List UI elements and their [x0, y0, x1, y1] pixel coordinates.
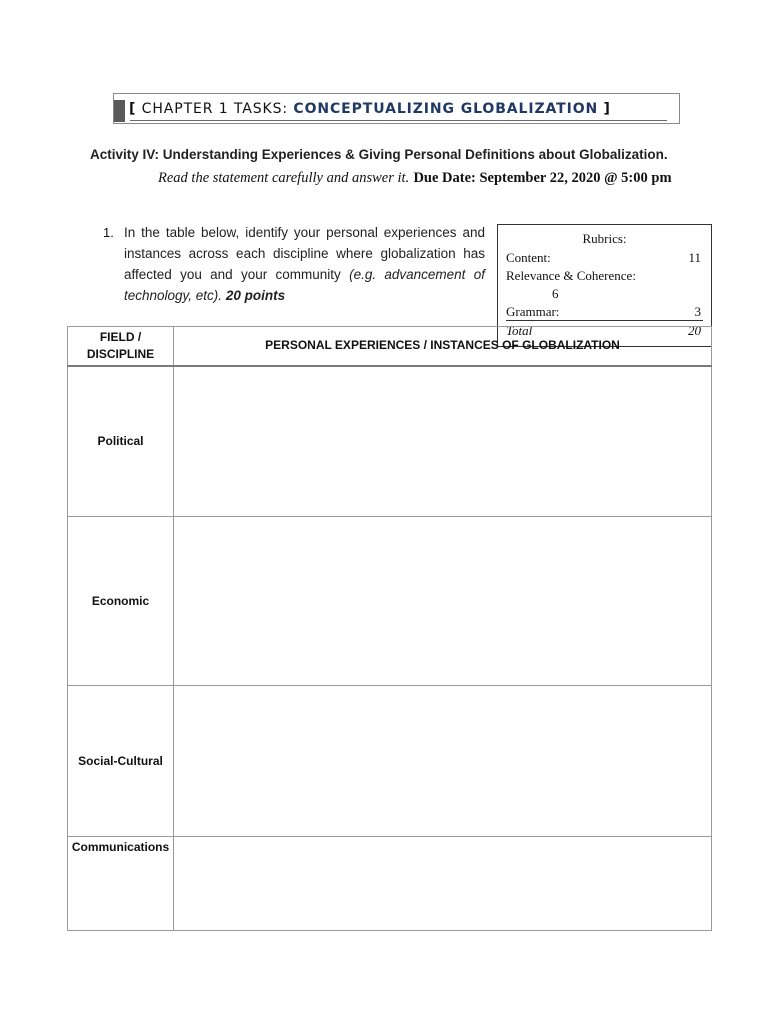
question-number: 1.: [103, 225, 114, 240]
rubric-value: 20: [688, 323, 701, 338]
activity-instruction: [158, 168, 698, 188]
question-example: (e.g. advancement of technology, etc).: [124, 267, 485, 303]
chapter-accent-bar: [114, 100, 125, 122]
rubric-value: 6: [552, 286, 559, 301]
due-date: Due Date: September 22, 2020 @ 5:00 pm: [413, 170, 672, 186]
bracket-close: ]: [603, 101, 611, 117]
header-experiences: PERSONAL EXPERIENCES / INSTANCES OF GLOBALIZATION: [174, 327, 712, 366]
rubric-label: Grammar:: [506, 304, 560, 319]
question-text: [124, 222, 485, 306]
rubric-row-relevance-value: [552, 286, 701, 302]
field-social-cultural: Social-Cultural: [68, 686, 174, 837]
answer-social-cultural[interactable]: [174, 686, 712, 837]
globalization-table: [67, 326, 712, 931]
table-row: [68, 686, 712, 837]
rubric-value: 11: [688, 250, 701, 265]
field-communications: Communications: [68, 837, 174, 931]
question-body: In the table below, identify your personal experiences and instances across each discipline where globalization has affected you and your community: [124, 225, 485, 282]
activity-title: Activity IV: Understanding Experiences & Giving Personal Definitions about Globalization.: [90, 147, 668, 162]
chapter-underline: [130, 120, 667, 121]
table-row: [68, 517, 712, 686]
rubric-row-relevance: [506, 268, 701, 284]
instruction-text: Read the statement carefully and answer it.: [158, 170, 410, 186]
chapter-topic: CONCEPTUALIZING GLOBALIZATION: [293, 101, 599, 117]
question-points: 20 points: [225, 288, 286, 303]
table-header-row: [68, 327, 712, 366]
field-political: Political: [68, 366, 174, 517]
table-row: [68, 366, 712, 517]
rubrics-divider: [506, 320, 703, 321]
field-economic: Economic: [68, 517, 174, 686]
rubric-label: Content:: [506, 250, 551, 265]
bracket-open: [: [129, 101, 137, 117]
table-row: [68, 837, 712, 931]
rubric-label: Relevance & Coherence:: [506, 268, 636, 283]
rubric-label: Total: [506, 323, 533, 338]
chapter-label: CHAPTER 1 TASKS:: [141, 101, 289, 117]
rubrics-title: Rubrics:: [582, 231, 627, 246]
chapter-title: [129, 101, 611, 117]
answer-communications[interactable]: [174, 837, 712, 931]
rubric-value: 3: [694, 304, 701, 319]
header-field-discipline: FIELD / DISCIPLINE: [68, 327, 174, 366]
answer-economic[interactable]: [174, 517, 712, 686]
rubric-row-content: [506, 250, 701, 266]
rubric-row-grammar: [506, 304, 701, 320]
answer-political[interactable]: [174, 366, 712, 517]
